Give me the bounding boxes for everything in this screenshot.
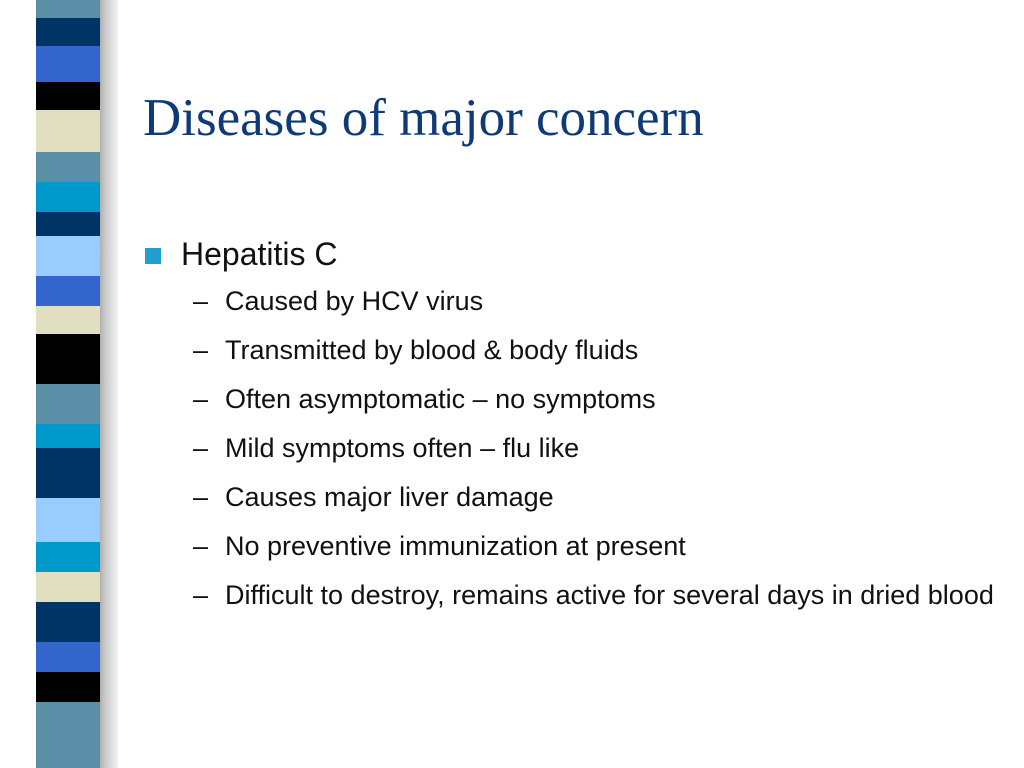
dash-bullet-icon: – <box>193 335 209 365</box>
sub-bullet-list <box>143 282 1003 614</box>
stripe-block <box>36 572 100 602</box>
sub-bullet-item <box>193 527 1003 565</box>
sub-bullet-item <box>193 478 1003 516</box>
stripe-block <box>36 18 100 46</box>
sub-bullet-text: Difficult to destroy, remains active for several days in dried blood <box>225 580 994 610</box>
stripe-block <box>36 306 100 334</box>
stripe-block <box>36 448 100 498</box>
sub-bullet-text: Caused by HCV virus <box>225 286 484 316</box>
sub-bullet-item <box>193 380 1003 418</box>
stripe-block <box>36 110 100 152</box>
sub-bullet-text: No preventive immunization at present <box>225 531 686 561</box>
sub-bullet-text: Causes major liver damage <box>225 482 554 512</box>
stripe-block <box>36 0 100 18</box>
sub-bullet-text: Often asymptomatic – no symptoms <box>225 384 656 414</box>
stripe-block <box>36 236 100 276</box>
stripe-block <box>36 542 100 572</box>
dash-bullet-icon: – <box>193 384 209 414</box>
dash-bullet-icon: – <box>193 531 209 561</box>
dash-bullet-icon: – <box>193 433 209 463</box>
dash-bullet-icon: – <box>193 286 209 316</box>
stripe-block <box>36 152 100 182</box>
sub-bullet-text: Mild symptoms often – flu like <box>225 433 580 463</box>
sub-bullet-text: Transmitted by blood & body fluids <box>225 335 639 365</box>
stripe-block <box>36 82 100 110</box>
slide-title: Diseases of major concern <box>143 89 704 147</box>
dash-bullet-icon: – <box>193 580 209 610</box>
stripe-block <box>36 424 100 448</box>
sub-bullet-item <box>193 429 1003 467</box>
slide-content <box>143 232 1003 625</box>
stripe-block <box>36 334 100 384</box>
stripe-block <box>36 276 100 306</box>
stripe-block <box>36 46 100 82</box>
stripe-block <box>36 182 100 212</box>
bullet-item <box>143 232 1003 276</box>
bullet-text: Hepatitis C <box>181 236 338 272</box>
dash-bullet-icon: – <box>193 482 209 512</box>
sub-bullet-item <box>193 576 1003 614</box>
stripe-block <box>36 498 100 542</box>
stripe-block <box>36 602 100 642</box>
decorative-stripe-bar <box>36 0 100 768</box>
sub-bullet-item <box>193 331 1003 369</box>
stripe-block <box>36 384 100 424</box>
stripe-block <box>36 702 100 768</box>
square-bullet-icon <box>145 248 161 264</box>
stripe-block <box>36 212 100 236</box>
stripe-block <box>36 672 100 702</box>
sub-bullet-item <box>193 282 1003 320</box>
stripe-block <box>36 642 100 672</box>
